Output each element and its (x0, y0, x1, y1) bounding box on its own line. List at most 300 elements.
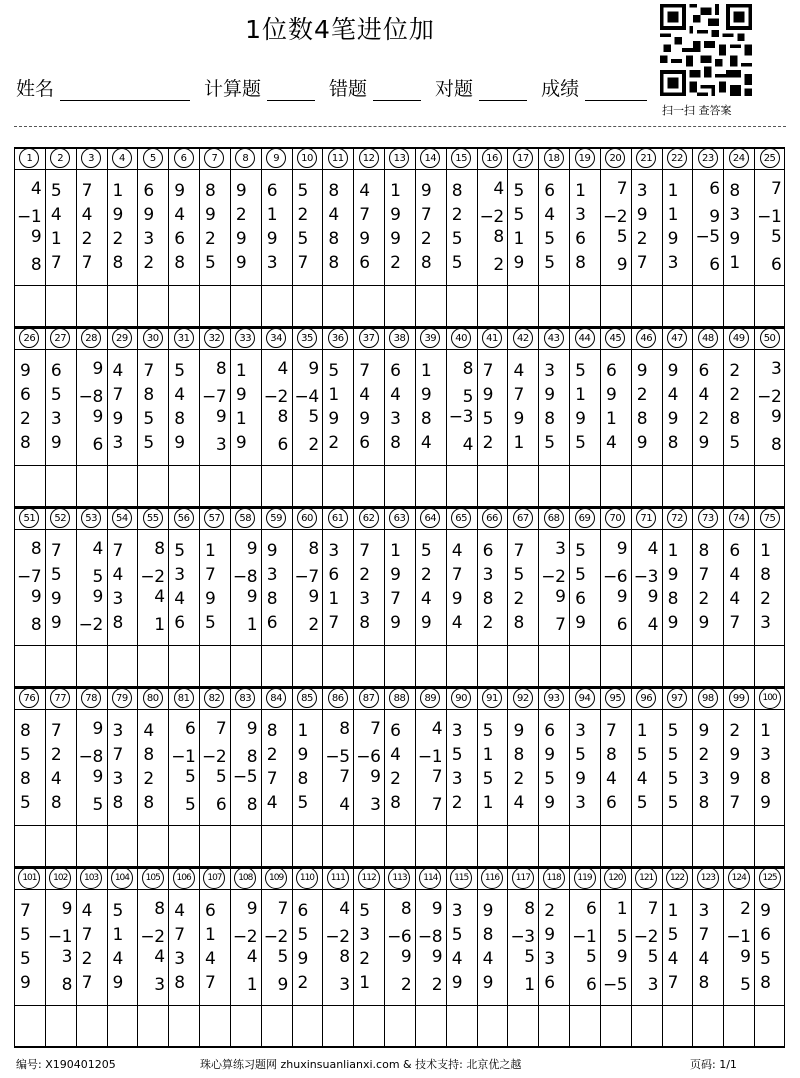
answer-cell[interactable] (477, 825, 508, 867)
problem-column (415, 327, 446, 507)
problem-number-circle: 85 (297, 688, 317, 708)
wrong-count-label: 错题 (329, 78, 368, 100)
answer-cell[interactable] (137, 465, 168, 507)
addend-value: 3 (555, 539, 566, 559)
answer-cell[interactable] (322, 285, 353, 327)
answer-cell[interactable] (384, 285, 415, 327)
minus-sign: − (78, 747, 93, 767)
addend-value: 8 (266, 721, 278, 741)
answer-cell[interactable] (754, 1005, 785, 1047)
addend-value: 9 (277, 975, 289, 995)
problem-column (353, 687, 384, 867)
score-blank (585, 78, 647, 101)
problem-column (199, 147, 230, 327)
problem-number-circle: 90 (451, 688, 471, 708)
addend-value: 7 (770, 179, 782, 199)
answer-cell[interactable] (292, 285, 323, 327)
problem-number-circle: 99 (729, 688, 749, 708)
addend-value: 2 (143, 253, 155, 273)
answer-cell[interactable] (446, 465, 477, 507)
answer-cell[interactable] (723, 645, 754, 687)
answer-cell[interactable] (477, 285, 508, 327)
problem-column (446, 507, 477, 687)
problem-number (692, 867, 723, 889)
problem-number-circle: 98 (698, 688, 718, 708)
addend-value: 2 (297, 205, 309, 225)
addend-value: 7 (20, 901, 31, 921)
answer-cell[interactable] (446, 285, 477, 327)
answer-cell[interactable] (415, 285, 446, 327)
addend-value: 3 (544, 361, 556, 381)
answer-cell[interactable] (45, 465, 76, 507)
problem-column (45, 147, 76, 327)
answer-cell[interactable] (45, 1005, 76, 1047)
answer-cell[interactable] (199, 825, 230, 867)
answer-cell[interactable] (76, 825, 107, 867)
answer-cell[interactable] (137, 645, 168, 687)
answer-cell[interactable] (137, 285, 168, 327)
addend-value: 7 (513, 541, 525, 561)
addend-value: 2 (493, 207, 505, 227)
answer-cell[interactable] (600, 285, 631, 327)
minus-sign: − (294, 567, 309, 587)
answer-cell[interactable] (45, 825, 76, 867)
problem-column (353, 507, 384, 687)
answer-cell[interactable] (754, 825, 785, 867)
problem-number-circle: 100 (759, 687, 781, 709)
answer-cell[interactable] (107, 1005, 138, 1047)
answer-cell[interactable] (261, 285, 292, 327)
addend-value: 7 (667, 973, 679, 993)
answer-cell[interactable] (662, 1005, 693, 1047)
answer-cell[interactable] (292, 645, 323, 687)
answer-cell[interactable] (415, 825, 446, 867)
addend-value: 8 (544, 409, 556, 429)
answer-cell[interactable] (507, 1005, 538, 1047)
answer-cell[interactable] (692, 645, 723, 687)
answer-cell[interactable] (14, 825, 45, 867)
addend-value: 3 (112, 433, 124, 453)
addend-value: 8 (462, 359, 474, 379)
problem-number-circle: 21 (636, 148, 656, 168)
answer-cell[interactable] (538, 1005, 569, 1047)
addend-value: 2 (544, 901, 556, 921)
addend-value: 4 (636, 769, 648, 789)
problem-number-circle: 65 (451, 508, 471, 528)
answer-cell[interactable] (477, 465, 508, 507)
answer-cell[interactable] (477, 1005, 508, 1047)
addend-value: 8 (431, 927, 443, 947)
problem-column (76, 687, 107, 867)
answer-cell[interactable] (538, 825, 569, 867)
calc-count-label: 计算题 (204, 78, 262, 100)
student-info-row (16, 74, 661, 101)
addend-value: 5 (20, 925, 31, 945)
minus-sign: − (602, 975, 618, 995)
addend-value: 2 (647, 927, 659, 947)
answer-cell[interactable] (168, 645, 199, 687)
addend-value: 9 (50, 613, 62, 633)
answer-cell[interactable] (76, 1005, 107, 1047)
addend-value: 9 (770, 407, 782, 427)
addend-value: 4 (729, 589, 741, 609)
addend-value: 1 (112, 181, 124, 201)
answer-cell[interactable] (538, 465, 569, 507)
problem-column (538, 507, 569, 687)
problem-number-circle: 22 (667, 148, 687, 168)
addend-value: 5 (513, 565, 525, 585)
answer-cell[interactable] (14, 1005, 45, 1047)
problem-column (538, 147, 569, 327)
addend-value: 1 (205, 541, 216, 561)
answer-cell[interactable] (322, 645, 353, 687)
addend-value: 4 (513, 793, 525, 813)
problem-number (261, 147, 292, 169)
problem-column (199, 507, 230, 687)
answer-cell[interactable] (168, 1005, 199, 1047)
answer-cell[interactable] (477, 645, 508, 687)
problem-number (76, 147, 107, 169)
problem-column (199, 867, 230, 1047)
answer-cell[interactable] (168, 465, 199, 507)
problem-column (600, 147, 631, 327)
problem-number-circle: 5 (143, 148, 163, 168)
answer-cell[interactable] (137, 825, 168, 867)
answer-cell[interactable] (230, 825, 261, 867)
answer-cell[interactable] (446, 645, 477, 687)
answer-cell[interactable] (230, 285, 261, 327)
problem-number (569, 327, 600, 349)
answer-cell[interactable] (230, 1005, 261, 1047)
problem-column (230, 147, 261, 327)
answer-cell[interactable] (45, 285, 76, 327)
addend-value: 6 (266, 181, 278, 201)
answer-cell[interactable] (692, 465, 723, 507)
addend-value: 3 (524, 927, 536, 947)
answer-cell[interactable] (415, 1005, 446, 1047)
answer-cell[interactable] (507, 285, 538, 327)
answer-cell[interactable] (538, 645, 569, 687)
addend-value: 9 (451, 589, 463, 609)
answer-cell[interactable] (292, 1005, 323, 1047)
addend-value: 2 (390, 253, 401, 273)
problem-number (723, 687, 754, 709)
addend-value: 3 (61, 947, 73, 967)
answer-cell[interactable] (507, 465, 538, 507)
answer-cell[interactable] (569, 1005, 600, 1047)
addend-value: 8 (359, 613, 371, 633)
answer-cell[interactable] (292, 465, 323, 507)
answer-cell[interactable] (723, 1005, 754, 1047)
addend-value: 8 (154, 899, 166, 919)
addend-value: 5 (544, 253, 556, 273)
addend-value: 5 (616, 975, 628, 995)
addend-value: 9 (50, 589, 62, 609)
answer-cell[interactable] (662, 645, 693, 687)
addend-value: 8 (92, 387, 104, 407)
problem-number (538, 867, 569, 889)
problem-column (230, 507, 261, 687)
problem-number-circle: 92 (513, 688, 533, 708)
answer-cell[interactable] (507, 645, 538, 687)
answer-cell[interactable] (384, 645, 415, 687)
answer-cell[interactable] (631, 1005, 662, 1047)
addend-value: 4 (266, 793, 278, 813)
answer-cell[interactable] (723, 465, 754, 507)
answer-cell[interactable] (446, 1005, 477, 1047)
addend-value: 1 (524, 975, 536, 995)
problem-number (415, 867, 446, 889)
answer-cell[interactable] (76, 285, 107, 327)
answer-cell[interactable] (600, 645, 631, 687)
answer-cell[interactable] (723, 825, 754, 867)
answer-cell[interactable] (137, 1005, 168, 1047)
answer-cell[interactable] (569, 285, 600, 327)
problem-column (477, 867, 508, 1047)
answer-cell[interactable] (199, 465, 230, 507)
answer-cell[interactable] (692, 285, 723, 327)
addend-value: 9 (308, 587, 320, 607)
addend-value: 2 (698, 745, 710, 765)
problem-number-circle: 16 (482, 148, 502, 168)
answer-cell[interactable] (107, 825, 138, 867)
answer-cell[interactable] (600, 1005, 631, 1047)
problem-column (137, 687, 168, 867)
problem-number (261, 327, 292, 349)
answer-cell[interactable] (168, 285, 199, 327)
problem-number (477, 687, 508, 709)
answer-cell[interactable] (446, 825, 477, 867)
answer-cell[interactable] (631, 825, 662, 867)
addend-value: 7 (359, 361, 371, 381)
answer-cell[interactable] (199, 285, 230, 327)
answer-cell[interactable] (353, 465, 384, 507)
answer-cell[interactable] (14, 465, 45, 507)
problem-number (137, 327, 168, 349)
answer-cell[interactable] (692, 1005, 723, 1047)
addend-value: 6 (575, 229, 586, 249)
answer-cell[interactable] (322, 825, 353, 867)
answer-cell[interactable] (384, 825, 415, 867)
problem-number (199, 507, 230, 529)
addend-value: 1 (575, 385, 586, 405)
addend-value: 8 (328, 181, 340, 201)
addend-value: 5 (482, 769, 494, 789)
problem-column (507, 867, 538, 1047)
addend-value: 5 (647, 947, 659, 967)
problem-number-circle: 2 (50, 148, 70, 168)
addend-value: 7 (420, 205, 432, 225)
addend-value: 1 (30, 207, 42, 227)
answer-cell[interactable] (662, 285, 693, 327)
minus-sign: − (202, 387, 217, 407)
addend-value: 9 (235, 253, 247, 273)
answer-cell[interactable] (415, 465, 446, 507)
answer-cell[interactable] (76, 465, 107, 507)
addend-value: 8 (390, 793, 401, 813)
minus-sign: − (417, 927, 433, 947)
addend-value: 2 (215, 747, 227, 767)
answer-cell[interactable] (261, 1005, 292, 1047)
answer-cell[interactable] (261, 645, 292, 687)
addend-value: 5 (616, 227, 628, 247)
problem-column (292, 867, 323, 1047)
addend-value: 6 (277, 435, 289, 455)
problem-number-circle: 25 (760, 148, 780, 168)
addend-value: 3 (760, 745, 771, 765)
addend-value: 9 (112, 973, 124, 993)
answer-cell[interactable] (230, 645, 261, 687)
problem-number-circle: 54 (112, 508, 132, 528)
answer-cell[interactable] (631, 645, 662, 687)
answer-cell[interactable] (45, 645, 76, 687)
addend-value: 9 (431, 947, 443, 967)
problem-block (14, 687, 785, 867)
addend-value: 9 (513, 721, 525, 741)
problem-number (168, 147, 199, 169)
answer-cell[interactable] (292, 825, 323, 867)
problem-number (754, 867, 785, 889)
answer-cell[interactable] (261, 465, 292, 507)
answer-cell[interactable] (754, 285, 785, 327)
problem-number-circle: 24 (729, 148, 749, 168)
problem-number-circle: 10 (297, 148, 317, 168)
answer-cell[interactable] (507, 825, 538, 867)
addend-value: 9 (544, 793, 556, 813)
site-credit: 珠心算练习题网 zhuxinsuanlianxi.com & 技术支持: 北京优之越 (200, 1058, 522, 1071)
answer-cell[interactable] (384, 1005, 415, 1047)
addend-value: 1 (328, 589, 340, 609)
addend-value: 2 (482, 613, 494, 633)
problem-number-circle: 93 (544, 688, 564, 708)
addend-value: 4 (92, 539, 104, 559)
addend-value: 4 (277, 359, 289, 379)
problem-column (292, 507, 323, 687)
addend-value: 9 (92, 587, 104, 607)
problem-column (261, 687, 292, 867)
problem-number-circle: 109 (265, 867, 287, 889)
answer-cell[interactable] (631, 465, 662, 507)
addend-value: 1 (246, 975, 258, 995)
problem-number-circle: 47 (667, 328, 687, 348)
answer-cell[interactable] (631, 285, 662, 327)
answer-cell[interactable] (353, 1005, 384, 1047)
addend-value: 2 (154, 927, 166, 947)
answer-cell[interactable] (107, 465, 138, 507)
addend-value: 2 (359, 565, 371, 585)
answer-cell[interactable] (692, 825, 723, 867)
addend-value: 6 (174, 229, 186, 249)
problem-number (45, 507, 76, 529)
answer-cell[interactable] (107, 645, 138, 687)
answer-cell[interactable] (14, 645, 45, 687)
answer-cell[interactable] (76, 645, 107, 687)
problem-number-circle: 18 (544, 148, 564, 168)
answer-cell[interactable] (754, 645, 785, 687)
addend-value: 2 (112, 229, 124, 249)
addend-value: 5 (667, 925, 679, 945)
addend-value: 5 (616, 927, 628, 947)
answer-cell[interactable] (230, 465, 261, 507)
answer-cell[interactable] (14, 285, 45, 327)
addend-value: 8 (205, 181, 216, 201)
problem-number (168, 867, 199, 889)
addend-value: 4 (174, 589, 186, 609)
problem-column (477, 147, 508, 327)
problem-number-circle: 113 (388, 867, 410, 889)
answer-cell[interactable] (353, 645, 384, 687)
answer-cell[interactable] (569, 645, 600, 687)
addend-value: 9 (390, 613, 401, 633)
addend-value: 9 (740, 947, 751, 967)
answer-cell[interactable] (261, 825, 292, 867)
problem-number (538, 687, 569, 709)
problem-number-circle: 114 (419, 867, 441, 889)
addend-value: 6 (359, 253, 371, 273)
problem-number (600, 687, 631, 709)
answer-cell[interactable] (353, 285, 384, 327)
answer-cell[interactable] (322, 1005, 353, 1047)
answer-cell[interactable] (384, 465, 415, 507)
problem-number-circle: 43 (544, 328, 564, 348)
problem-number (137, 867, 168, 889)
minus-sign: − (448, 407, 463, 427)
answer-cell[interactable] (569, 465, 600, 507)
problem-number (199, 867, 230, 889)
answer-cell[interactable] (754, 465, 785, 507)
answer-cell[interactable] (538, 285, 569, 327)
addend-value: 9 (61, 899, 73, 919)
answer-cell[interactable] (199, 645, 230, 687)
answer-cell[interactable] (353, 825, 384, 867)
addend-value: 4 (30, 179, 42, 199)
answer-cell[interactable] (600, 825, 631, 867)
addend-value: 5 (482, 721, 494, 741)
page-title: 1位数4笔进位加 (245, 15, 435, 44)
answer-cell[interactable] (723, 285, 754, 327)
problem-number-circle: 51 (19, 508, 39, 528)
answer-cell[interactable] (199, 1005, 230, 1047)
answer-cell[interactable] (600, 465, 631, 507)
addend-value: 5 (636, 793, 648, 813)
answer-cell[interactable] (322, 465, 353, 507)
addend-value: 1 (667, 181, 679, 201)
problem-column (137, 507, 168, 687)
problem-number (538, 507, 569, 529)
addend-value: 9 (636, 205, 648, 225)
addend-value: 2 (760, 589, 771, 609)
problem-number-circle: 35 (297, 328, 317, 348)
addend-value: 7 (277, 899, 289, 919)
answer-cell[interactable] (662, 825, 693, 867)
addend-value: 3 (575, 205, 586, 225)
problem-column (477, 687, 508, 867)
addend-value: 8 (50, 793, 62, 813)
problem-number (538, 327, 569, 349)
addend-value: 4 (339, 899, 351, 919)
addend-value: 9 (328, 409, 340, 429)
addend-value: 8 (482, 589, 494, 609)
answer-cell[interactable] (662, 465, 693, 507)
answer-cell[interactable] (415, 645, 446, 687)
problem-number (569, 507, 600, 529)
problem-number-circle: 12 (359, 148, 379, 168)
answer-cell[interactable] (168, 825, 199, 867)
problem-number-circle: 28 (81, 328, 101, 348)
addend-value: 7 (328, 613, 340, 633)
answer-cell[interactable] (569, 825, 600, 867)
answer-cell[interactable] (107, 285, 138, 327)
